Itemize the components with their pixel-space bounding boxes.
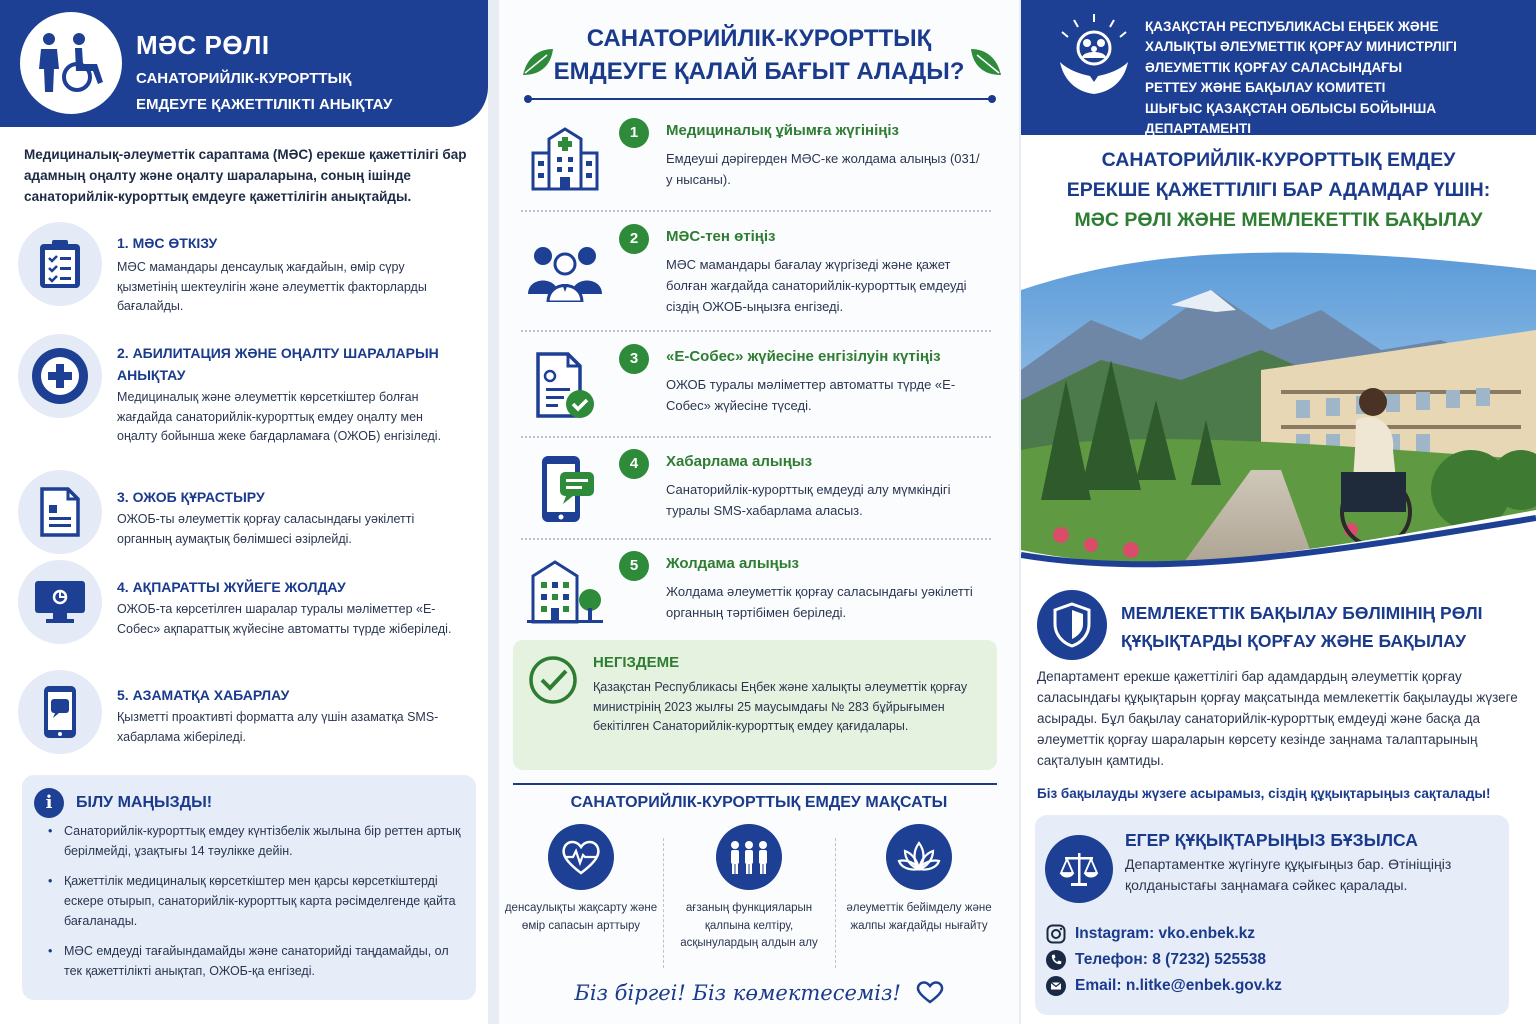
route-step-2 [521, 224, 991, 324]
mse-step-2 [18, 334, 478, 464]
mse-step-title: 5. АЗАМАТҚА ХАБАРЛАУ [117, 687, 290, 703]
step-divider [521, 436, 991, 438]
goal-title: САНАТОРИЙЛІК-КУРОРТТЫҚ ЕМДЕУ МАҚСАТЫ [570, 794, 948, 811]
phone-icon [1045, 949, 1067, 971]
important-title: БІЛУ МАҢЫЗДЫ! [76, 794, 213, 811]
left-panel [0, 0, 488, 1024]
mse-step-text: Медициналық және әлеуметтік көрсеткіштер болған жағдайда санаторийлік-курорттық емдеу оңалту мен оңалту бойынша жеке бағдарламаға (ОЖОБ) енгізіледі. [117, 390, 442, 443]
route-step-text: МӘС мамандары бағалау жүргізеді және қажет болған жағдайда санаторийлік-курорттық емдеуді сіздің ОЖОБ-ыңызға енгізеді. [666, 257, 967, 314]
step-number: 1 [619, 118, 649, 148]
instagram-link[interactable]: Instagram: vko.enbek.kz [1045, 923, 1255, 945]
specialists-icon [525, 232, 605, 312]
left-subtitle: САНАТОРИЙЛІК-КУРОРТТЫҚ ЕМДЕУГЕ ҚАЖЕТТІЛІКТІ АНЫҚТАУ [136, 70, 393, 113]
goal-text: әлеуметтік бейімделу және жалпы жағдайды нығайту [846, 902, 992, 932]
people-icon [716, 824, 782, 890]
goal-separator [663, 838, 664, 968]
violation-text: Департаментке жүгінуге құқығыңыз бар. Өтініщіңіз қолданыстағы заңнамаға сәйкес қаралады. [1125, 856, 1452, 893]
phone-link[interactable]: Телефон: 8 (7232) 525538 [1045, 949, 1266, 971]
mse-step-text: ОЖОБ-ты әлеуметтік қорғау саласындағы уәкілетті органның аумақтық бөлімшесі әзірлейді. [117, 512, 415, 546]
medical-cross-icon [18, 334, 102, 418]
shield-icon [1037, 590, 1107, 660]
middle-title: САНАТОРИЙЛІК-КУРОРТТЫҚ ЕМДЕУГЕ ҚАЛАЙ БАҒЫТ АЛАДЫ? [553, 25, 965, 85]
route-step-4 [521, 449, 991, 539]
document-check-icon [525, 346, 605, 426]
violation-box [1035, 815, 1509, 1015]
left-intro: Медициналық-әлеуметтік сараптама (МӘС) ерекше қажеттілігі бар адамның оңалту және оңалту шараларына, соның ішінде санаторийлік-курорттық емдеуге қажеттілігін анықтайды. [24, 147, 467, 204]
lotus-icon [886, 824, 952, 890]
accessibility-logo [20, 12, 122, 114]
mse-step-text: ОЖОБ-та көрсетілген шаралар туралы мәліметтер «Е-Собес» ақпараттық жүйесіне автоматты түрде жіберіледі. [117, 602, 452, 636]
route-step-3 [521, 344, 991, 434]
left-title: МӘС РӨЛІ [136, 30, 270, 60]
important-item: • МӘС емдеуді тағайындамайды және санаторийді таңдамайды, ол тек қажеттілікті анықтап, ОЖОБ-қа енгізеді. [48, 941, 468, 981]
basis-title: НЕГІЗДЕМЕ [593, 654, 680, 671]
left-header [0, 0, 488, 127]
route-step-1 [521, 118, 991, 208]
route-step-5 [521, 551, 991, 631]
scales-icon [1045, 835, 1113, 903]
step-number: 5 [619, 551, 649, 581]
right-header [1021, 0, 1536, 135]
mse-step-title: 2. АБИЛИТАЦИЯ ЖӘНЕ ОҢАЛТУ ШАРАЛАРЫН АНЫҚТАУ [117, 345, 439, 383]
mse-step-1 [18, 222, 478, 312]
basis-text: Қазақстан Республикасы Еңбек және халықты әлеуметтік қорғау министрінің 2023 жылғы 25 маусымдағы № 283 бұйрығымен бекітілген Санаторийлік-курорттық емдеу қағидалары. [593, 680, 968, 733]
mse-step-title: 1. МӘС ӨТКІЗУ [117, 235, 218, 251]
basis-box [513, 640, 997, 770]
step-number: 3 [619, 344, 649, 374]
ministry-emblem-icon [1054, 12, 1134, 102]
important-box [22, 775, 476, 1000]
important-item: • Қажеттілік медициналық көрсеткіштер мен қарсы көрсеткіштерді ескере отырып, санаторийлік-курорттық карта рәсімделгенде қайта бағаланады. [48, 871, 468, 931]
goal-text: денсаулықты жақсарту және өмір сапасын арттыру [504, 902, 658, 932]
step-number: 2 [619, 224, 649, 254]
route-step-title: «Е-Собес» жүйесіне енгізілуін күтіңіз [666, 348, 941, 365]
route-step-title: Жолдама алыңыз [666, 555, 799, 572]
goal-item [669, 824, 829, 953]
email-icon [1045, 975, 1067, 997]
goal-separator [835, 838, 836, 968]
mse-step-text: Қызметті проактивті форматта алу үшін азаматқа SMS-хабарлама жіберіледі. [117, 710, 439, 744]
people-wheelchair-icon [35, 32, 107, 94]
step-divider [521, 210, 991, 212]
route-step-title: Медициналық ұйымға жүгініңіз [666, 122, 899, 139]
goal-text: ағзаның функцияларын қалпына келтіру, асқынулардың алдын алу [680, 902, 818, 949]
heart-icon [916, 980, 944, 1004]
middle-panel [499, 0, 1019, 1024]
violation-title: ЕГЕР ҚҰҚЫҚТАРЫҢЫЗ БҰЗЫЛСА [1125, 830, 1418, 850]
building-icon [525, 551, 605, 631]
mse-step-text: МӘС мамандары денсаулық жағдайын, өмір сүру қызметінің шектеулігін және әлеуметтік факторларды бағалайды. [117, 260, 427, 313]
email-link[interactable]: Email: n.litke@enbek.gov.kz [1045, 975, 1282, 997]
mse-step-5 [18, 670, 478, 760]
check-circle-icon [527, 654, 579, 706]
control-role-title: МЕМЛЕКЕТТІК БАҚЫЛАУ БӨЛІМІНІҢ РӨЛІ ҚҰҚЫҚТАРДЫ ҚОРҒАУ ЖӘНЕ БАҚЫЛАУ [1121, 603, 1483, 651]
right-panel [1021, 0, 1536, 1024]
ministry-name: ҚАЗАҚСТАН РЕСПУБЛИКАСЫ ЕҢБЕК ЖӘНЕ ХАЛЫҚТЫ ӘЛЕУМЕТТІК ҚОРҒАУ МИНИСТРЛІГІ ӘЛЕУМЕТТІК ҚОРҒАУ САЛАСЫНДАҒЫ РЕТТЕУ ЖӘНЕ БАҚЫЛАУ КОМИТЕТІ ШЫҒЫС ҚАЗАҚСТАН ОБЛЫСЫ БОЙЫНША ДЕПАРТАМЕНТІ [1145, 19, 1457, 137]
step-number: 4 [619, 449, 649, 479]
mse-step-title: 4. АҚПАРАТТЫ ЖҮЙЕГЕ ЖОЛДАУ [117, 579, 346, 595]
step-divider [521, 330, 991, 332]
heart-pulse-icon [548, 824, 614, 890]
mse-step-4 [18, 560, 478, 660]
goal-item [501, 824, 661, 935]
route-step-text: ОЖОБ туралы мәліметтер автоматты түрде «Е-Собес» жүйесіне түседі. [666, 377, 956, 413]
sanatorium-photo [1021, 250, 1536, 580]
mse-step-title: 3. ОЖОБ ҚҰРАСТЫРУ [117, 489, 265, 505]
goal-divider [513, 783, 997, 785]
title-divider [527, 98, 993, 100]
route-step-text: Жолдама әлеуметтік қорғау саласындағы уәкілетті органның тәртібімен беріледі. [666, 584, 973, 620]
goal-item [839, 824, 999, 935]
phone-message-icon [18, 670, 102, 754]
route-step-title: Хабарлама алыңыз [666, 453, 813, 470]
route-step-title: МӘС-тен өтіңіз [666, 228, 776, 245]
instagram-icon [1045, 923, 1067, 945]
smartphone-sms-icon [525, 449, 605, 529]
computer-icon [18, 560, 102, 644]
hospital-icon [525, 118, 605, 198]
control-text: Департамент ерекше қажеттілігі бар адамдардың әлеуметтік қорғау саласындағы құқықтарын қорғау мақсатында мемлекеттік бақылауды жүзеге асырады. Бұл бақылау санаторийлік-курорттық емдеуді және басқа да әлеуметтік қорғау шараларын көрсету кезінде заңнама талаптарының сақталуын қамтиды. [1037, 669, 1518, 768]
slogan: Біз біргеі! Біз көмектесеміз! [499, 980, 1019, 1005]
clipboard-icon [18, 222, 102, 306]
route-step-text: Емдеуші дәрігерден МӘС-ке жолдама алыңыз (031/у нысаны). [666, 151, 980, 187]
info-icon: i [34, 788, 64, 818]
right-title: САНАТОРИЙЛІК-КУРОРТТЫҚ ЕМДЕУ ЕРЕКШЕ ҚАЖЕТТІЛІГІ БАР АДАМДАР ҮШІН: МӘС РӨЛІ ЖӘНЕ МЕМЛЕКЕТТІК БАҚЫЛАУ [1066, 149, 1491, 231]
mse-step-3 [18, 470, 478, 560]
control-slogan: Біз бақылауды жүзеге асырамыз, сіздің құқықтарыңыз сақталады! [1037, 786, 1491, 801]
document-icon [18, 470, 102, 554]
route-step-text: Санаторийлік-курорттық емдеуді алу мүмкіндігі туралы SMS-хабарлама аласыз. [666, 482, 951, 518]
step-divider [521, 538, 991, 540]
important-list [48, 821, 468, 991]
important-item: • Санаторийлік-курорттық емдеу күнтізбелік жылына бір реттен артық берілмейді, ұзақтығы 14 тәулікке дейін. [48, 821, 468, 861]
